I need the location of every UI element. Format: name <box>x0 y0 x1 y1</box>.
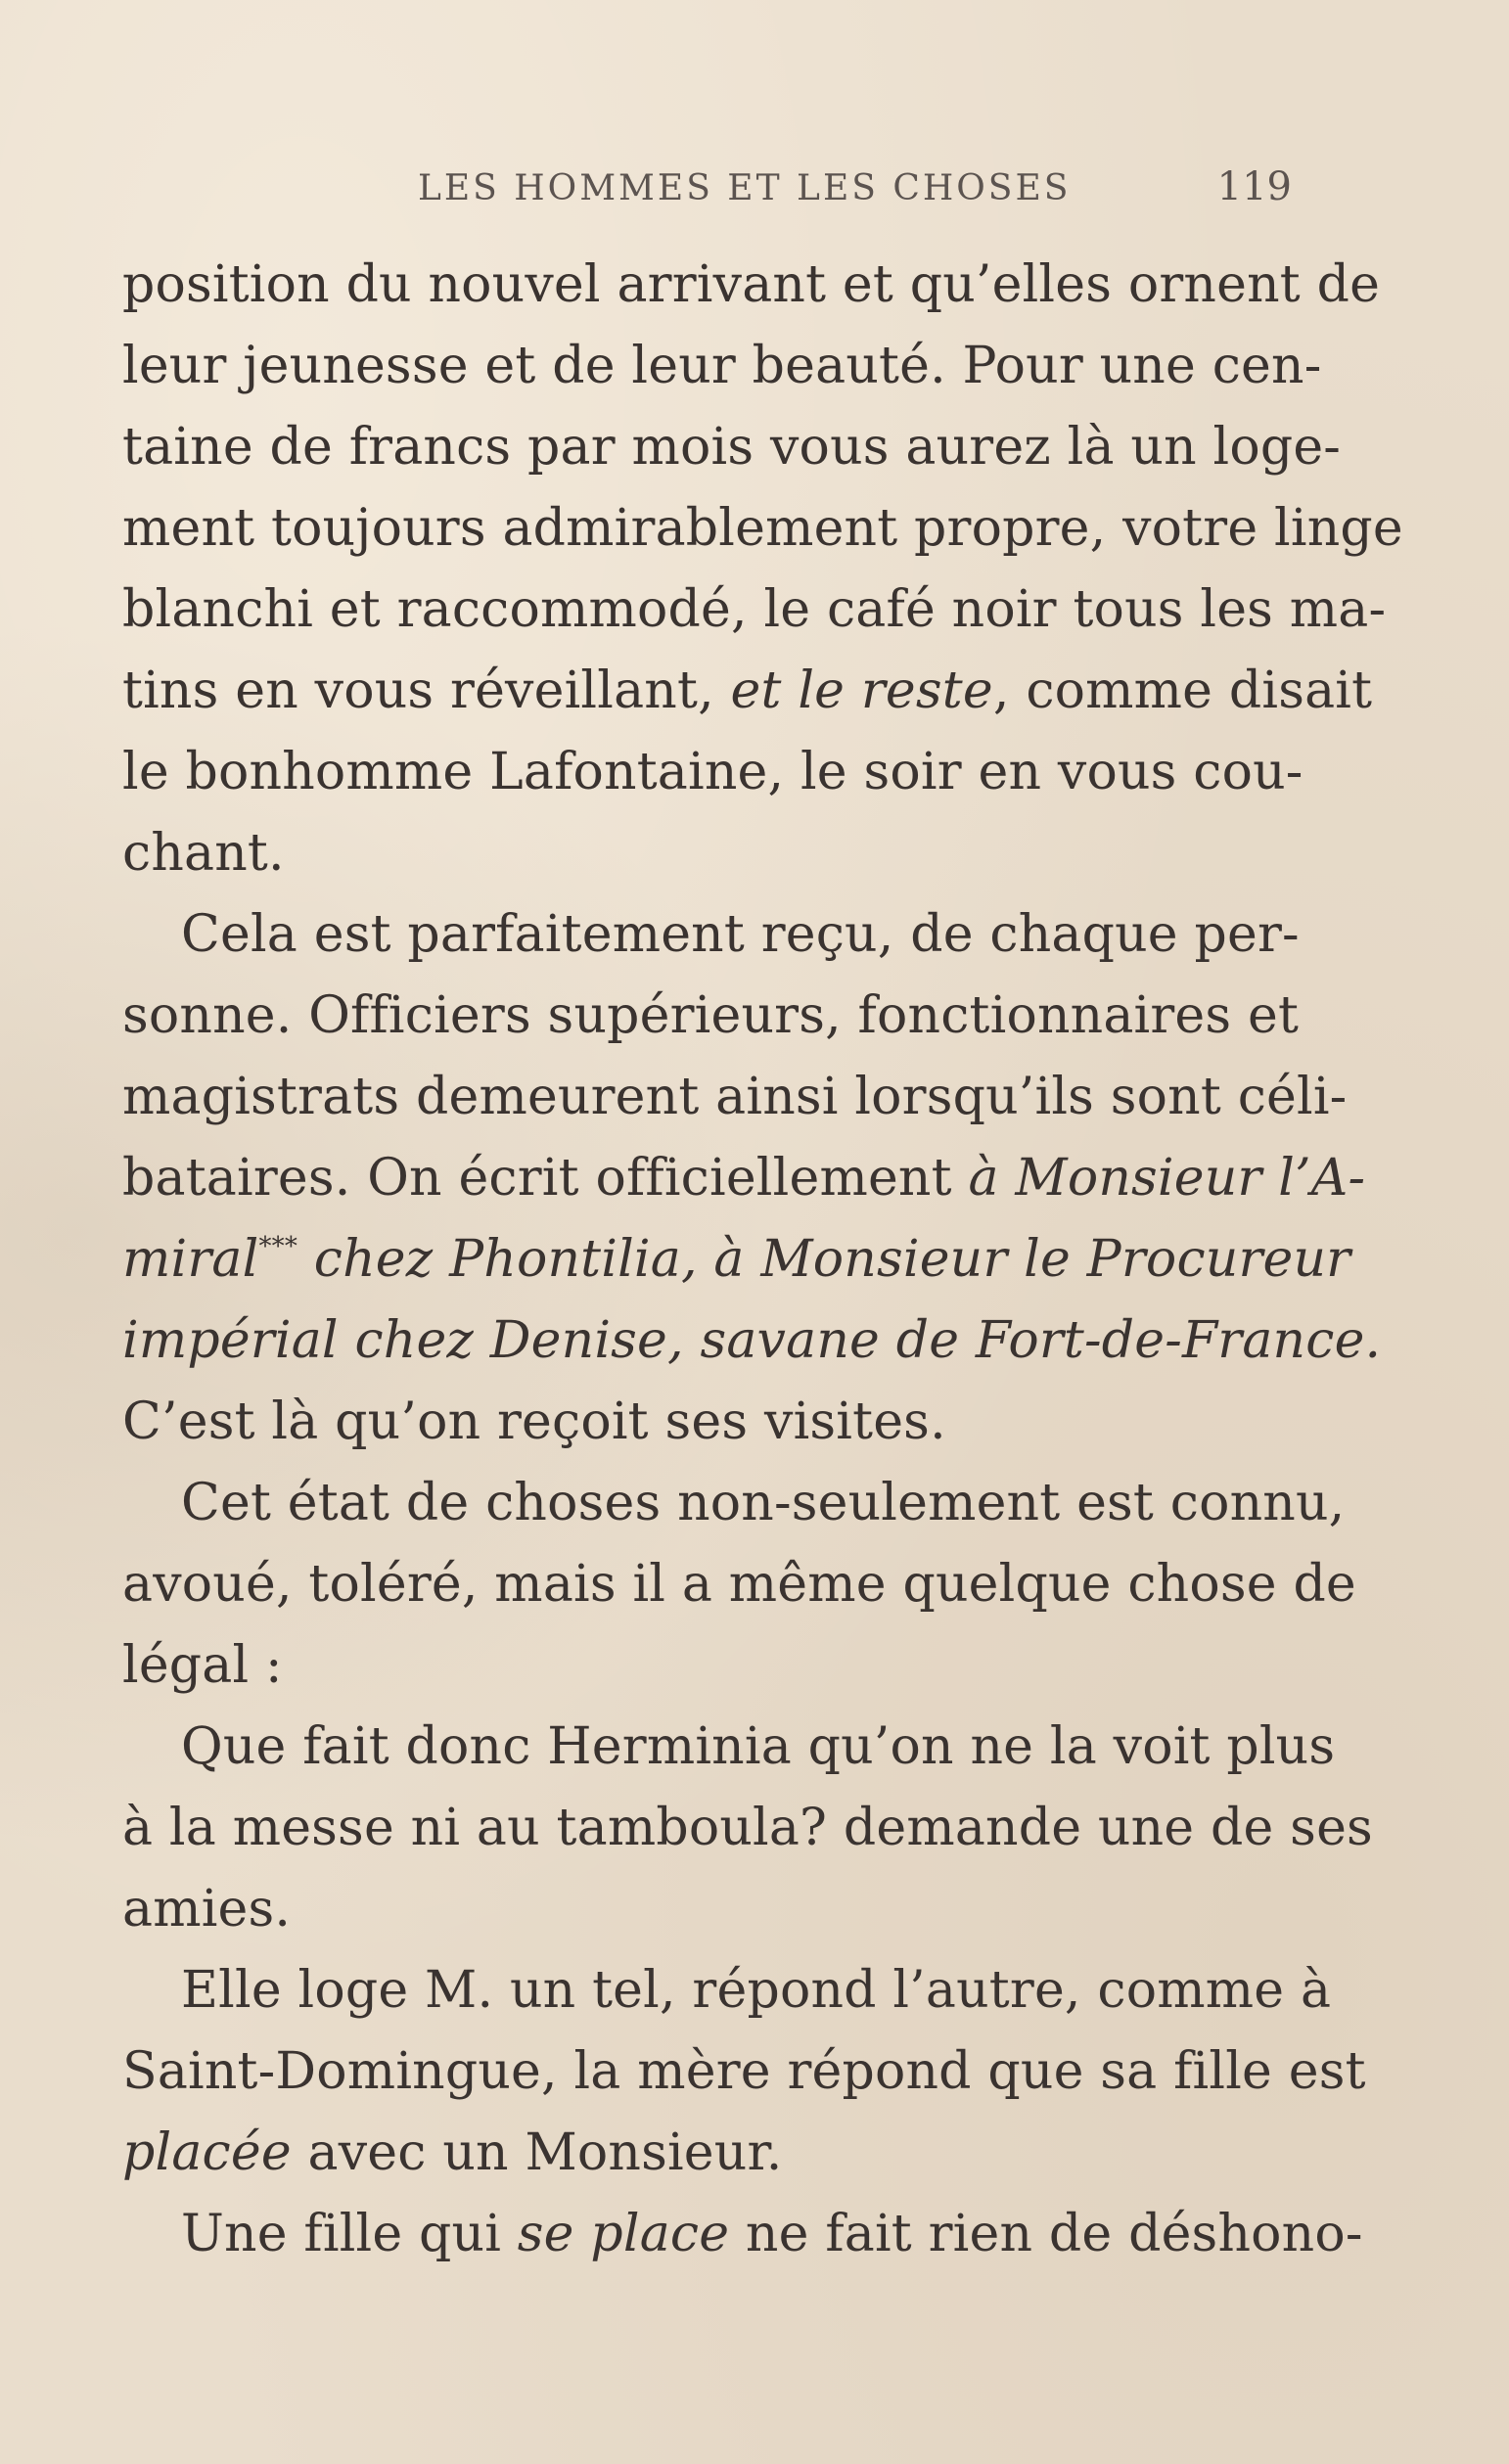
text-line: position du nouvel arrivant et qu’elles ornent de <box>122 255 1381 314</box>
text-line: amies. <box>122 1880 292 1939</box>
text-line: Que fait donc Herminia qu’on ne la voit plus <box>181 1717 1336 1776</box>
text-run: tins en vous réveillant, <box>122 662 731 720</box>
text-line: C’est là qu’on reçoit ses visites. <box>122 1392 946 1451</box>
italic-text: et le reste <box>730 662 993 720</box>
body-text <box>122 245 1403 2275</box>
text-line <box>122 2113 1292 2194</box>
text-line: sonne. Officiers supérieurs, fonctionnaires et <box>122 986 1300 1045</box>
running-title: LES HOMMES ET LES CHOSES <box>418 168 1072 208</box>
text-line: le bonhomme Lafontaine, le soir en vous cou- <box>122 743 1303 801</box>
running-header <box>122 164 1292 217</box>
text-line: leur jeunesse et de leur beauté. Pour une cen- <box>122 337 1322 395</box>
text-line: Cet état de choses non-seulement est connu, <box>181 1474 1346 1532</box>
text-line: Saint-Domingue, la mère répond que sa fille est <box>122 2042 1366 2101</box>
italic-text: miral <box>122 1230 259 1289</box>
text-line: Cela est parfaitement reçu, de chaque per- <box>181 905 1300 964</box>
text-line: taine de francs par mois vous aurez là un loge- <box>122 418 1342 477</box>
text-line: blanchi et raccommodé, le café noir tous les ma- <box>122 580 1387 639</box>
text-line: impérial chez Denise, savane de Fort-de-France. <box>122 1311 1382 1370</box>
text-run: ne fait rien de déshono- <box>729 2205 1363 2263</box>
text-run: , comme disait <box>992 662 1373 720</box>
text-line <box>122 651 1373 732</box>
text-line <box>122 1219 1351 1300</box>
text-line <box>122 2194 1363 2275</box>
text-line: ment toujours admirablement propre, votre linge <box>122 499 1403 558</box>
italic-text: chez Phontilia, à Monsieur le Procureur <box>297 1230 1351 1289</box>
text-run: bataires. On écrit officiellement <box>122 1149 969 1208</box>
text-line: chant. <box>122 824 285 883</box>
italic-text: se place <box>517 2205 730 2263</box>
page-number: 119 <box>1216 164 1292 209</box>
text-line: à la messe ni au tamboula? demande une de ses <box>122 1799 1373 1857</box>
italic-text: à Monsieur l’A- <box>968 1149 1366 1208</box>
asterisks-superscript: *** <box>258 1232 298 1261</box>
text-line: Elle loge M. un tel, répond l’autre, comme à <box>181 1961 1332 2020</box>
text-line: magistrats demeurent ainsi lorsqu’ils sont céli- <box>122 1068 1348 1126</box>
text-line <box>122 1138 1366 1219</box>
italic-text: placée <box>122 2123 292 2182</box>
text-line: avoué, toléré, mais il a même quelque chose de <box>122 1555 1356 1614</box>
text-run: avec un Monsieur. <box>291 2123 783 2182</box>
text-run: Une fille qui <box>181 2205 518 2263</box>
text-line: légal : <box>122 1636 283 1695</box>
